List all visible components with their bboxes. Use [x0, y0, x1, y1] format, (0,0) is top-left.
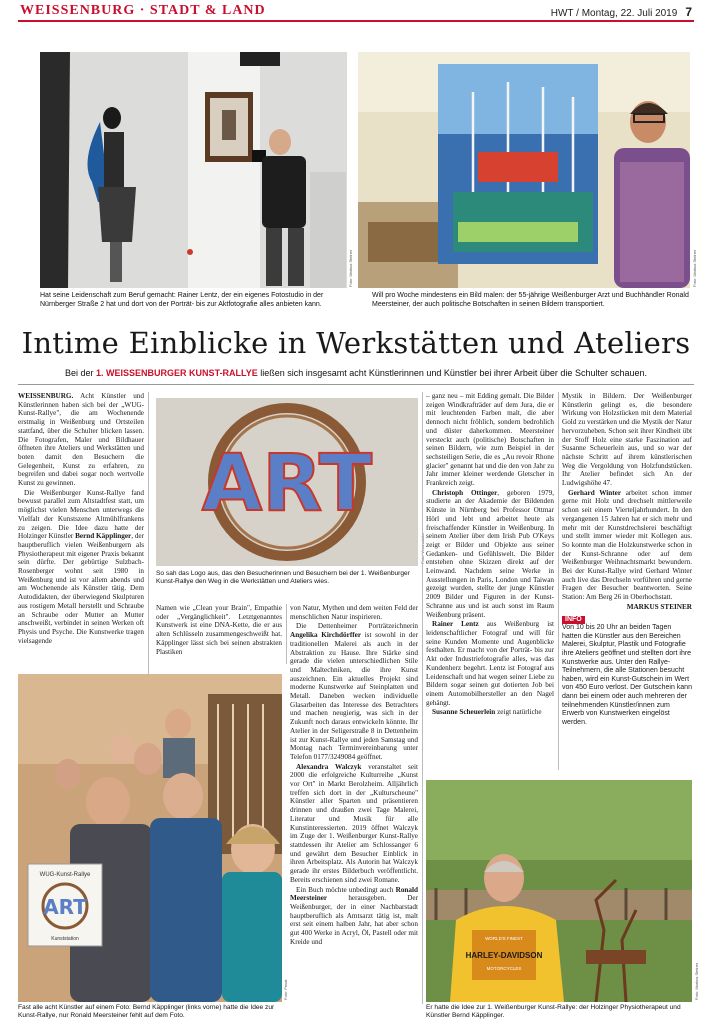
- photo-photographer: [40, 52, 347, 288]
- info-box-text: Von 10 bis 20 Uhr an beiden Tagen hatten die Künstler aus den Bereichen Malerei, Skulptur, Plastik und Fotografie ihre Ateliers geöffnet und stellten dort ihre Kunstwerke aus. Unter den Rallye-Teilnehmern, die alle Stationen besucht haben, wird ein Kunst-Gutschein im Wert von 450 Euro verlost. Der Gutschein kann dann bei einem oder auch mehreren der teilnehmenden Künstler/innen zum Erwerb von Kunstwerken eingelöst werden.: [562, 624, 692, 726]
- artist-name: Rainer Lentz: [432, 620, 479, 629]
- photo-credit: Foto: Markus Steiner: [348, 249, 353, 287]
- paragraph: Christoph Ottinger, geboren 1979, studierte an der Akademie der Bildenden Künste in Nürnberg bei Professor Ottmar Hörl und lebt und arbeitet heute als freischaffender Künstler in Weißenburg. In seinem Atelier über dem Irish Pub O'Keys zeigt er Bilder und Objekte aus seiner Gedanken- und Gefühlswelt. Die Bilder entstehen ohne Skizzen direkt auf der Leinwand. Nachdem seine Werke in Ausstellungen in Paris, London und Taiwan gezeigt wurden, stellte der junge Künstler 2009 Bilder und Figuren in der Kunst-Schranne aus und ist auch sonst im Raum Weißenburg präsent.: [426, 488, 554, 619]
- photo-caption: Will pro Woche mindestens ein Bild malen: der 55-jährige Weißenburger Arzt und Buchhändler Ronald Meersteiner, der auch politische Botschaften in seinen Bildern transportiert.: [372, 292, 689, 308]
- shirt-print-brand: HARLEY-DAVIDSON: [465, 951, 543, 960]
- info-box-label: INFO: [562, 616, 585, 625]
- artist-name: Ronald Meersteiner: [290, 885, 418, 903]
- column-divider: [422, 392, 423, 1004]
- article-column-2: [156, 604, 282, 664]
- article-teaser: [18, 368, 694, 378]
- artist-name: Alexandra Walczyk: [296, 762, 362, 771]
- photo-caption: Hat seine Leidenschaft zum Beruf gemacht: Rainer Lentz, der ein eigenes Fotostudio in der Nürnberger Straße 2 hat und dort von der Porträt- bis zur Aktfotografie alles anbieten kann.: [40, 292, 324, 308]
- photo-artist-group: [18, 674, 282, 1002]
- artist-name: Susanne Scheuerlein: [432, 708, 496, 717]
- photo-bernd-kaepplinger: [426, 780, 692, 1002]
- article-author: MARKUS STEINER: [626, 602, 692, 611]
- artist-name: Gerhard Winter: [568, 488, 622, 497]
- article-headline: Intime Einblicke in Werkstätten und Ateliers: [21, 326, 691, 360]
- sign-subtitle: Kunststation: [51, 936, 79, 942]
- teaser-text: ließen sich insgesamt acht Künstlerinnen und Künstler bei ihrer Arbeit über die Schulter schauen.: [260, 368, 647, 378]
- paragraph: Susanne Scheuerlein zeigt natürliche: [432, 708, 542, 717]
- teaser-event-name: 1. WEISSENBURGER KUNST-RALLYE: [96, 368, 258, 378]
- paragraph: Rainer Lentz aus Weißenburg ist leidenschaftlicher Fotograf und will für seine Kunden Momente und Augenblicke festhalten. Er macht von der Porträt- bis zur Akt oder Industriefotografie alles, was das Kundenherz begehrt. Lentz ist Fotograf aus Leidenschaft und hat wegen seiner Liebe zu Bildern sogar seinen gut dotierten Job bei einem Automobilhersteller an den Nagel gehängt.: [426, 620, 554, 707]
- artist-name: Angelika Kirchdörffer: [290, 631, 362, 640]
- paragraph: Mystik in Bildern. Der Weißenburger Künstlerin gelingt es, die besondere Wirkung von Holzstücken mit dem Material Gold zu verstärken und die Mystik der Natur hervorzuheben. Schon seit ihrer Kindheit übt der Stoff Holz eine starke Faszination auf Susanne Scheuerlein aus, und so war der nächste Schritt auf ihrem künstlerischen Weg die Vergoldung von Holzfundstücken. Ihr Atelier befindet sich An der Ludwigshöhe 47.: [562, 392, 692, 488]
- paragraph: Ein Buch möchte unbedingt auch Ronald Meersteiner herausgeben. Der Weißenburger, der in einer Nachbarstadt hauptberuflich als Amtsarzt tätig ist, malt erst seit einem halben Jahr, hat aber schon gut 400 Werke in Acryl, Öl, Pastell oder mit Kreide und: [290, 885, 418, 946]
- page-number: 7: [685, 5, 692, 19]
- article-column-3: [290, 604, 418, 1004]
- photo-painter: [358, 52, 690, 288]
- sign-title: WUG-Kunst-Rallye: [39, 872, 91, 878]
- paragraph: Alexandra Walczyk veranstaltet seit 2000 die erfolgreiche Kulturreihe „Kunst vor Ort" in Markt Berolzheim. Alljährlich treffen sich dort in der „Kulturscheune" Künstler aller Sparten und präsentieren drinnen und draußen zwei Tage Malerei, Literatur und Musik für alle Kunstinteressierten. 2019 öffnet Walczyk im Zuge der 1. Weißenburger Kunst-Rallye stattdessen ihr Atelier am Schlossanger 6 und gewährt dem Besucher Einblick in ihren Arbeitsplatz. Als Autorin hat Walczyk gerade ihr erstes Bilderbuch veröffentlicht. Bereits erschienen sind zwei Romane.: [290, 762, 418, 884]
- paragraph: von Natur, Mythen und dem weiten Feld der menschlichen Natur inspirieren.: [290, 604, 418, 621]
- paragraph: Gerhard Winter arbeitet schon immer gerne mit Holz und drechselt mittlerweile schon seit einem Vierteljahrhundert. In den vergangenen 15 Jahren hat er sich mehr und mehr mit der Kunstdrechslerei beschäftigt und stellt immer wieder mit Kollegen aus. So konnte man die Holzkunstwerke schon in der Kunst-Schranne oder auf dem Weißenburger Weihnachtsmarkt bewundern. Bei der Kunst-Rallye wird Gerhard Winter auch live das Drechseln vorführen und gerne Fragen der Besucher beantworten. Seine Station: Am Berg 26 in Oberhochstatt.: [562, 488, 692, 602]
- column-divider: [286, 604, 287, 664]
- paragraph: Die Dettenheimer Porträtzeichnerin Angelika Kirchdörffer ist sowohl in der traditionellen Malerei als auch in der Abstraktion zu Hause. Ihre Stärke sind gerade die vielen unterschiedlichen Stile und Maltechniken, die ihre Kunst auszeichnen. Ein aktuelles Projekt sind moderne Kunstwerke auf Steinplatten und Metall. Daneben wecken individuelle Glasarbeiten das Interesse des Betrachters und machen neugierig, was sich in der Zukunft noch daraus entwickeln könnte. Ihr Atelier in der Seligerstraße 8 in Dettenheim ist zur Kunst-Rallye und jeden Samstag und Montag nach Terminvereinbarung unter Telefon 0177/3249084 geöffnet.: [290, 622, 418, 761]
- artist-name: Christoph Ottinger: [432, 488, 498, 497]
- shirt-print-top: WORLD'S FINEST: [485, 936, 523, 941]
- shirt-print-bottom: MOTORCYCLES: [486, 966, 522, 971]
- article-column-5: [562, 392, 692, 778]
- artist-name: Bernd Käpplinger: [75, 532, 132, 541]
- sign-logo: ART: [43, 895, 87, 919]
- issue-date: HWT / Montag, 22. Juli 2019: [550, 8, 678, 19]
- article-column-4: [426, 392, 554, 770]
- issue-meta: [551, 5, 692, 19]
- photo-rallye-logo: [156, 398, 418, 566]
- photo-caption: So sah das Logo aus, das den Besucherinnen und Besuchern bei der 1. Weißenburger Kunst-Rallye den Weg in die Werkstätten und Ateliers wies.: [156, 570, 410, 586]
- section-title: WEISSENBURG · STADT & LAND: [20, 3, 266, 18]
- photo-credit: Foto: Markus Steiner: [692, 249, 697, 287]
- headline-divider: [18, 384, 694, 385]
- column-divider: [558, 392, 559, 770]
- photo-credit: Foto: Privat: [283, 979, 288, 1000]
- photo-credit: Foto: Markus Steiner: [694, 962, 699, 1000]
- paragraph: Namen wie „Clean your Brain", Empathie oder „Vergänglichkeit". Letztgenanntes Kunstwerk ist eine DNA-Kette, die er aus alten Schlüsseln zusammengeschweißt hat. Käpplinger lässt sich bei seinen abstrakten Plastiken: [156, 604, 282, 656]
- photo-caption: Er hatte die Idee zur 1. Weißenburger Kunst-Rallye: der Holzinger Physiotherapeut und Künstler Bernd Käpplinger.: [426, 1004, 681, 1020]
- teaser-prefix: Bei der: [65, 368, 94, 378]
- dateline: WEISSENBURG.: [18, 392, 74, 400]
- page-header: [18, 0, 694, 22]
- paragraph: WEISSENBURG. Acht Künstler und Künstlerinnen haben sich bei der „WUG-Kunst-Rallye", die am Wochenende erstmalig in Weißenburg und Ortsteilen stattfand, über die Schulter blicken lassen. Die Fotografen, Maler und Bildhauer öffneten ihre Ateliers und Werkstätten und boten damit den Besuchern die Gelegenheit, Kunst zu erfahren, zu begreifen und dabei sogar noch wertvolle Kunst zu gewinnen.: [18, 392, 144, 488]
- paragraph: – ganz neu – mit Edding gemalt. Die Bilder zeigen Windkrafträder auf dem Jura, die er mit leuchtenden Farben malt, die aber dennoch nicht fröhlich, sondern bedrohlich und düster daherkommen. Meersteiner versteckt auch (politische) Botschaften in seinen Bildern, wie zum Beispiel in der sechsteiligen Serie, die es „Au revoir Rhone glacier" genannt hat und die den von Jahr zu Jahr immer kleiner werdende Gletscher in Frankreich zeigt.: [426, 392, 554, 488]
- logo-lettering: ART: [201, 439, 373, 529]
- photo-caption: Fast alle acht Künstler auf einem Foto: Bernd Käpplinger (links vorne) hatte die Idee zur Kunst-Rallye, nur Ronald Meersteiner fehlt auf dem Foto.: [18, 1004, 275, 1020]
- paragraph: Die Weißenburger Kunst-Rallye fand bewusst parallel zum Altstadtfest statt, um möglichst vielen Menschen unterwegs die Vielfalt der Kunstszene Altmühlfrankens zu zeigen. Die Idee dazu hatte der Holzinger Künstler Bernd Käpplinger, der hauptberuflich vielen Weißenburgern als Physiotherapeut mit eigener Praxis bekannt sein dürfte. Der gebürtige Sulzbach-Rosenberger wohnt seit 1980 in Weißenburg und ist vor allem abends und am Wochenende als Künstler tätig. Dem Autodidakten, der überwiegend Skulpturen aus rostigem Metall herstellt und Schraube an Schraube oder Mutter an Mutter anschweißt, verbindet in seinen Werken oft Physis und Psyche. Die Kunstwerke tragen vielsagende: [18, 488, 144, 645]
